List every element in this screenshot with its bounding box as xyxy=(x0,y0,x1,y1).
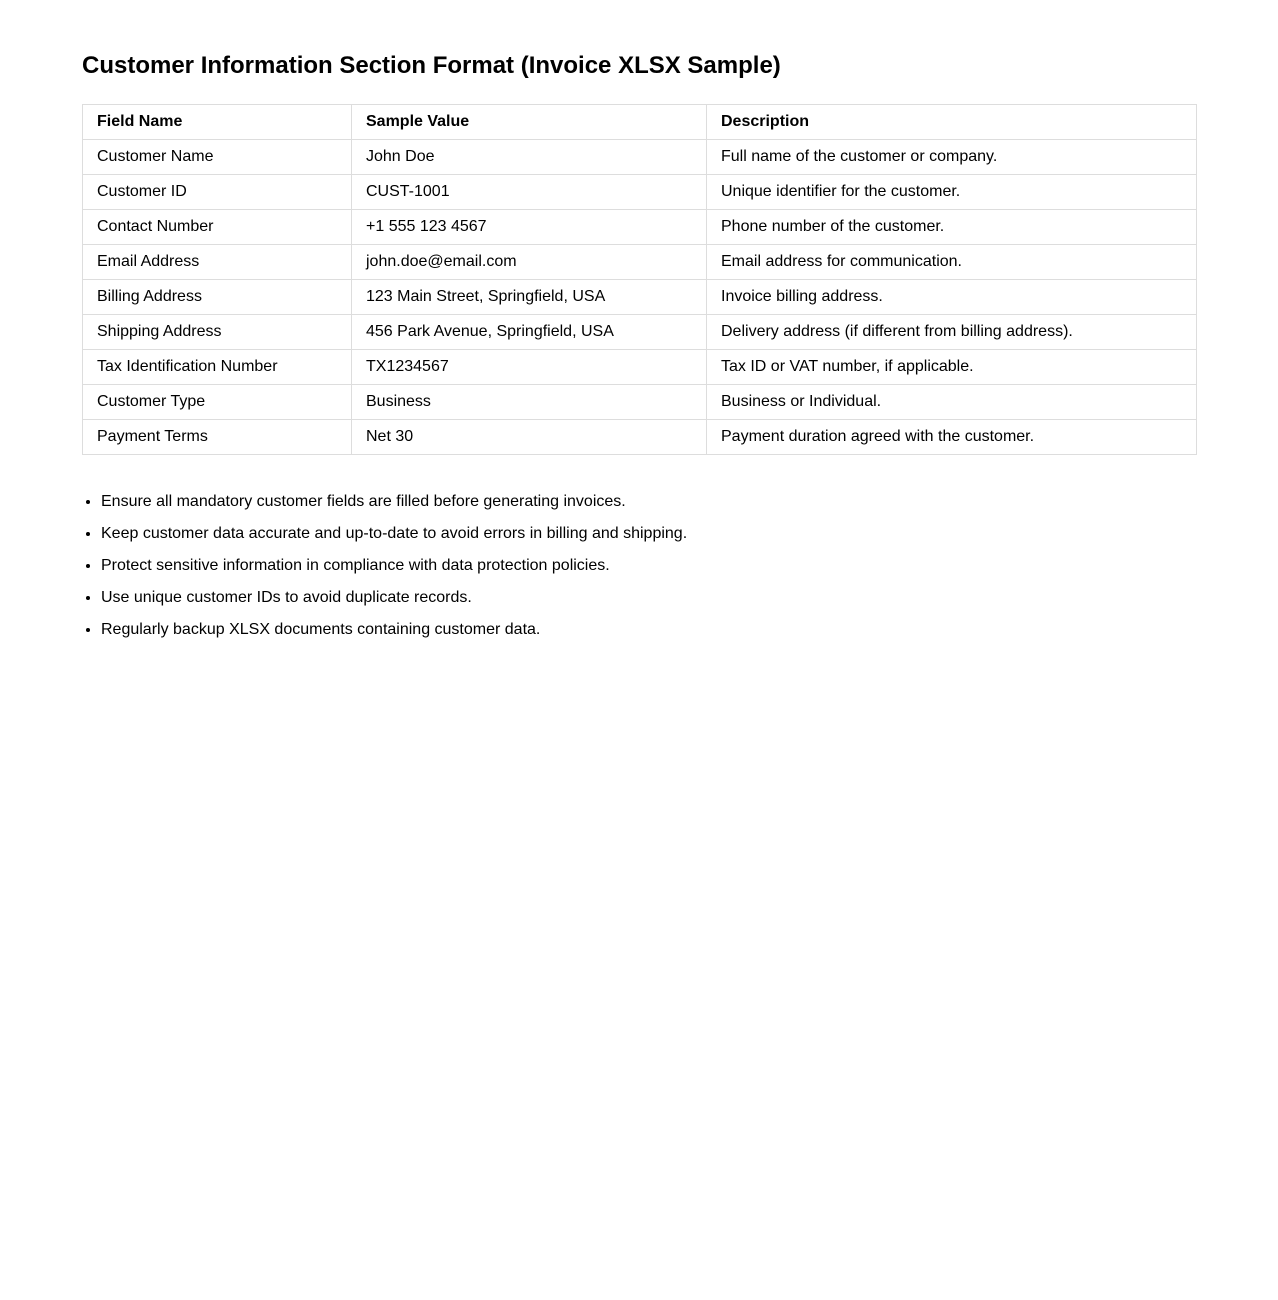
sample-value-cell: CUST-1001 xyxy=(352,175,707,210)
description-cell: Business or Individual. xyxy=(707,385,1197,420)
sample-value-cell: +1 555 123 4567 xyxy=(352,210,707,245)
description-cell: Tax ID or VAT number, if applicable. xyxy=(707,350,1197,385)
sample-value-cell: Business xyxy=(352,385,707,420)
field-name-cell: Customer Type xyxy=(83,385,352,420)
description-cell: Unique identifier for the customer. xyxy=(707,175,1197,210)
table-row xyxy=(83,315,1197,350)
field-name-cell: Email Address xyxy=(83,245,352,280)
list-item: • Regularly backup XLSX documents containing customer data. xyxy=(101,614,687,646)
list-item: • Ensure all mandatory customer fields are filled before generating invoices. xyxy=(101,486,687,518)
customer-info-table xyxy=(82,104,1197,455)
table-header-row xyxy=(83,105,1197,140)
description-cell: Email address for communication. xyxy=(707,245,1197,280)
table-row xyxy=(83,140,1197,175)
table-row xyxy=(83,245,1197,280)
list-item: • Keep customer data accurate and up-to-date to avoid errors in billing and shipping. xyxy=(101,518,687,550)
field-name-cell: Shipping Address xyxy=(83,315,352,350)
page-title: Customer Information Section Format (Invoice XLSX Sample) xyxy=(82,52,781,79)
description-cell: Payment duration agreed with the customer. xyxy=(707,420,1197,455)
table-row xyxy=(83,210,1197,245)
description-cell: Full name of the customer or company. xyxy=(707,140,1197,175)
field-name-cell: Customer ID xyxy=(83,175,352,210)
table-row xyxy=(83,420,1197,455)
description-cell: Phone number of the customer. xyxy=(707,210,1197,245)
sample-value-cell: Net 30 xyxy=(352,420,707,455)
list-item: • Protect sensitive information in compliance with data protection policies. xyxy=(101,550,687,582)
list-item: • Use unique customer IDs to avoid duplicate records. xyxy=(101,582,687,614)
sample-value-cell: john.doe@email.com xyxy=(352,245,707,280)
column-header-description: Description xyxy=(707,105,1197,140)
sample-value-cell: 456 Park Avenue, Springfield, USA xyxy=(352,315,707,350)
column-header-sample-value: Sample Value xyxy=(352,105,707,140)
field-name-cell: Contact Number xyxy=(83,210,352,245)
table-row xyxy=(83,350,1197,385)
column-header-field-name: Field Name xyxy=(83,105,352,140)
field-name-cell: Payment Terms xyxy=(83,420,352,455)
table-row xyxy=(83,385,1197,420)
description-cell: Invoice billing address. xyxy=(707,280,1197,315)
sample-value-cell: John Doe xyxy=(352,140,707,175)
description-cell: Delivery address (if different from billing address). xyxy=(707,315,1197,350)
field-name-cell: Billing Address xyxy=(83,280,352,315)
table-row xyxy=(83,280,1197,315)
sample-value-cell: TX1234567 xyxy=(352,350,707,385)
field-name-cell: Tax Identification Number xyxy=(83,350,352,385)
sample-value-cell: 123 Main Street, Springfield, USA xyxy=(352,280,707,315)
table-row xyxy=(83,175,1197,210)
field-name-cell: Customer Name xyxy=(83,140,352,175)
guidelines-list xyxy=(82,486,687,646)
